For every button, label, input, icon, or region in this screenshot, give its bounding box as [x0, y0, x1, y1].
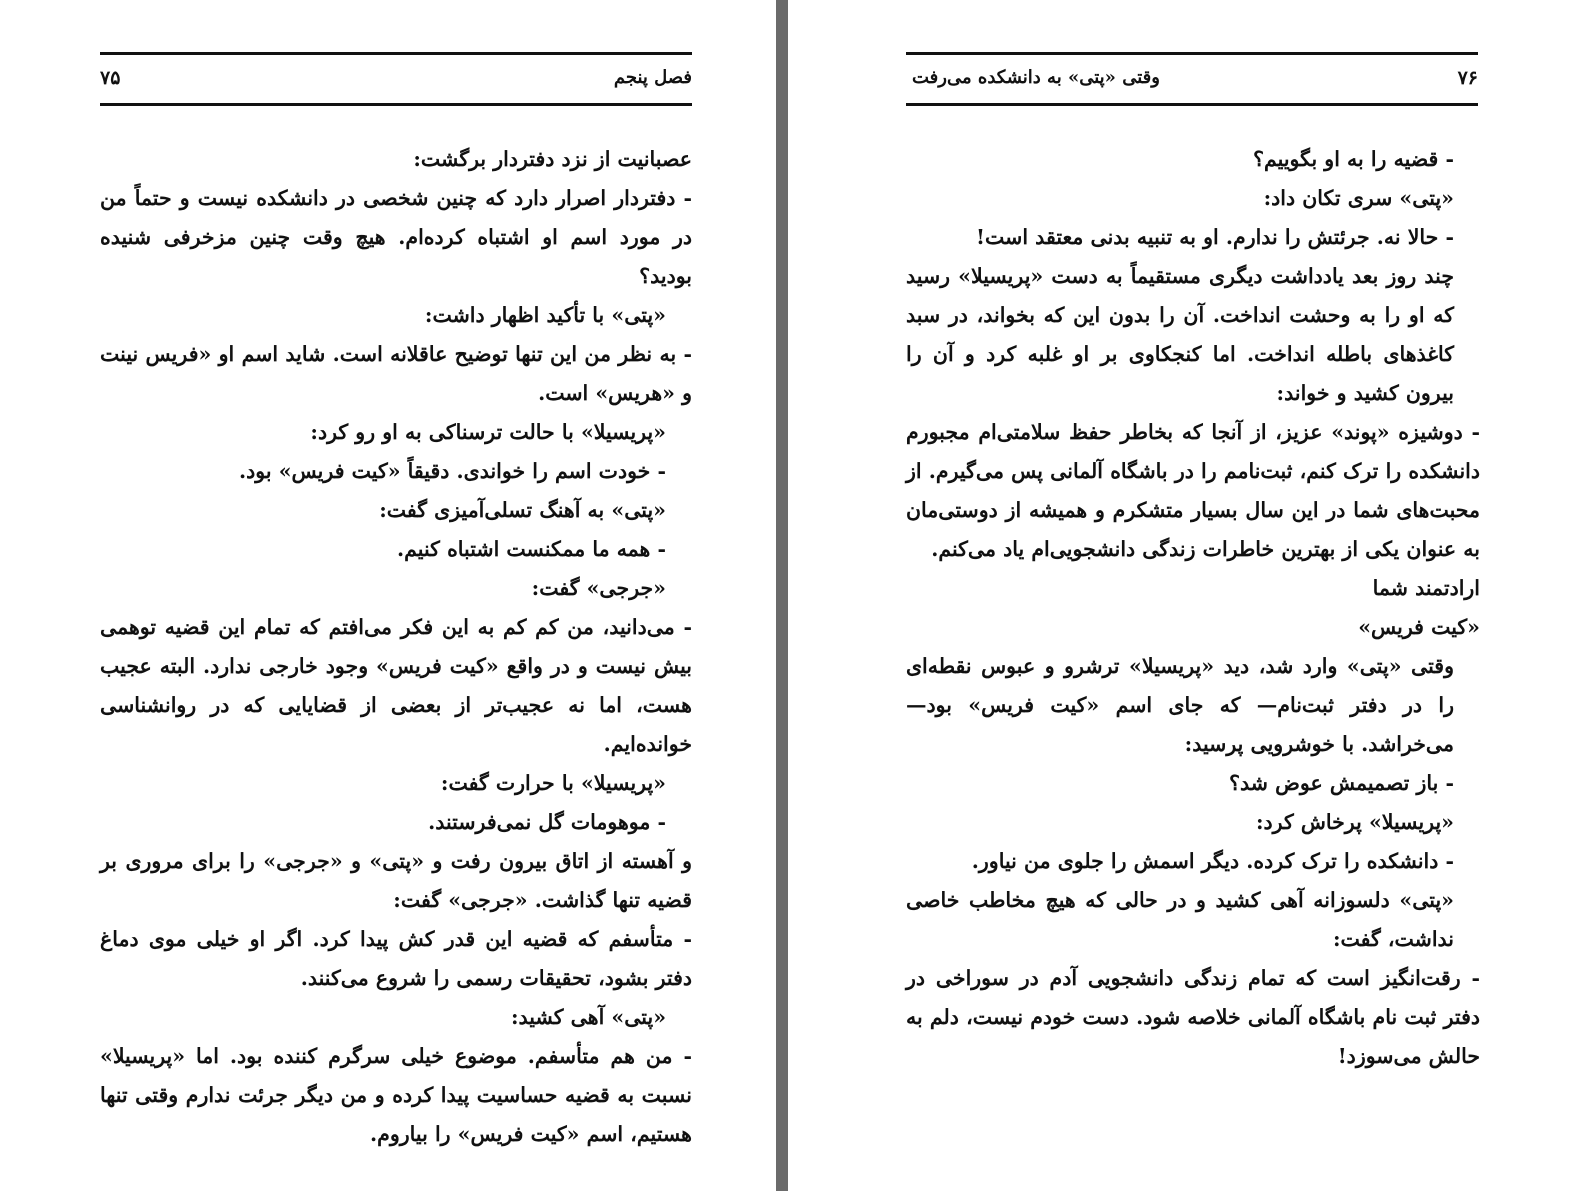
left-page — [0, 0, 776, 1191]
book-gutter — [776, 0, 788, 1191]
paragraph: - موهومات گل نمی‌فرستند. — [428, 810, 666, 834]
paragraph: ارادتمند شما — [1372, 576, 1480, 600]
paragraph: - خودت اسم را خواندی. دقیقاً «کیت فریس» بود. — [239, 459, 666, 483]
left-page-number: ۷۵ — [100, 67, 121, 89]
paragraph: «کیت فریس» — [1358, 615, 1480, 639]
paragraph: «پتی» به آهنگ تسلی‌آمیزی گفت: — [379, 498, 666, 522]
left-page-header — [100, 52, 692, 106]
left-body-text — [100, 140, 692, 1154]
paragraph: «پریسیلا» با حرارت گفت: — [440, 771, 666, 795]
paragraph: - دانشکده را ترک کرده. دیگر اسمش را جلوی من نیاور. — [971, 849, 1454, 873]
paragraph: «پریسیلا» با حالت ترسناکی به او رو کرد: — [310, 420, 666, 444]
paragraph: - می‌دانید، من کم کم به این فکر می‌افتم که تمام این قضیه توهمی بیش نیست و در واقع «کیت فریس» وجود خارجی ندارد. البته عجیب هست، اما نه عجیب‌تر از بعضی از قضایایی که در روانشناسی خوانده‌ایم. — [100, 615, 692, 756]
paragraph: - به نظر من این تنها توضیح عاقلانه است. شاید اسم او «فریس نینت و «هریس» است. — [100, 342, 692, 405]
paragraph: چند روز بعد یادداشت دیگری مستقیماً به دست «پریسیلا» رسید که او را به وحشت انداخت. آن را بدون این که بخواند، در سبد کاغذهای باطله انداخت. اما کنجکاوی بر او غلبه کرد و آن را بیرون کشید و خواند: — [906, 264, 1454, 405]
paragraph: - باز تصمیمش عوض شد؟ — [1229, 771, 1454, 795]
paragraph: وقتی «پتی» وارد شد، دید «پریسیلا» ترشرو و عبوس نقطه‌ای را در دفتر ثبت‌نام— که جای اسم «کیت فریس» بود— می‌خراشد. با خوشرویی پرسید: — [906, 654, 1455, 756]
right-running-title: وقتی «پتی» به دانشکده می‌رفت — [912, 67, 1160, 88]
paragraph: «پتی» سری تکان داد: — [1263, 186, 1454, 210]
paragraph: عصبانیت از نزد دفتردار برگشت: — [413, 147, 692, 171]
paragraph: - متأسفم که قضیه این قدر کش پیدا کرد. اگر او خیلی موی دماغ دفتر بشود، تحقیقات رسمی را شروع می‌کنند. — [100, 927, 692, 990]
paragraph: «پتی» دلسوزانه آهی کشید و در حالی که هیچ مخاطب خاصی نداشت، گفت: — [906, 888, 1454, 951]
paragraph: - حالا نه. جرئتش را ندارم. او به تنبیه بدنی معتقد است! — [976, 225, 1454, 249]
paragraph: - من هم متأسفم. موضوع خیلی سرگرم کننده بود. اما «پریسیلا» نسبت به قضیه حساسیت پیدا کرده و من دیگر جرئت ندارم وقتی تنها هستیم، اسم «کیت فریس» را بیاروم. — [100, 1044, 692, 1146]
paragraph: و آهسته از اتاق بیرون رفت و «پتی» و «جرجی» را برای مروری بر قضیه تنها گذاشت. «جرجی» گفت: — [100, 849, 692, 912]
paragraph: - قضیه را به او بگوییم؟ — [1253, 147, 1454, 171]
paragraph: - رقت‌انگیز است که تمام زندگی دانشجویی آدم در سوراخی در دفتر ثبت نام باشگاه آلمانی خلاصه شود. دست خودم نیست، دلم به حالش می‌سوزد! — [906, 966, 1480, 1068]
right-page — [788, 0, 1594, 1191]
paragraph: «پتی» آهی کشید: — [510, 1005, 666, 1029]
paragraph: «پریسیلا» پرخاش کرد: — [1255, 810, 1454, 834]
paragraph: - دوشیزه «پوند» عزیز، از آنجا که بخاطر حفظ سلامتی‌ام مجبورم دانشکده را ترک کنم، ثبت‌نامم را در باشگاه آلمانی پس می‌گیرم. از محبت‌های شما در این سال بسیار متشکرم و همیشه از دوستی‌مان به عنوان یکی از بهترین خاطرات زندگی دانشجویی‌ام یاد می‌کنم. — [906, 420, 1480, 561]
paragraph: «جرجی» گفت: — [531, 576, 666, 600]
paragraph: «پتی» با تأکید اظهار داشت: — [424, 303, 666, 327]
paragraph: - دفتردار اصرار دارد که چنین شخصی در دانشکده نیست و حتماً من در مورد اسم او اشتباه کرده‌ام. هیچ وقت چنین مزخرفی شنیده بودید؟ — [100, 186, 692, 288]
right-body-text — [906, 140, 1480, 1076]
left-running-title: فصل پنجم — [613, 67, 692, 88]
right-page-number: ۷۶ — [1457, 67, 1478, 89]
right-page-header — [906, 52, 1478, 106]
paragraph: - همه ما ممکنست اشتباه کنیم. — [397, 537, 666, 561]
